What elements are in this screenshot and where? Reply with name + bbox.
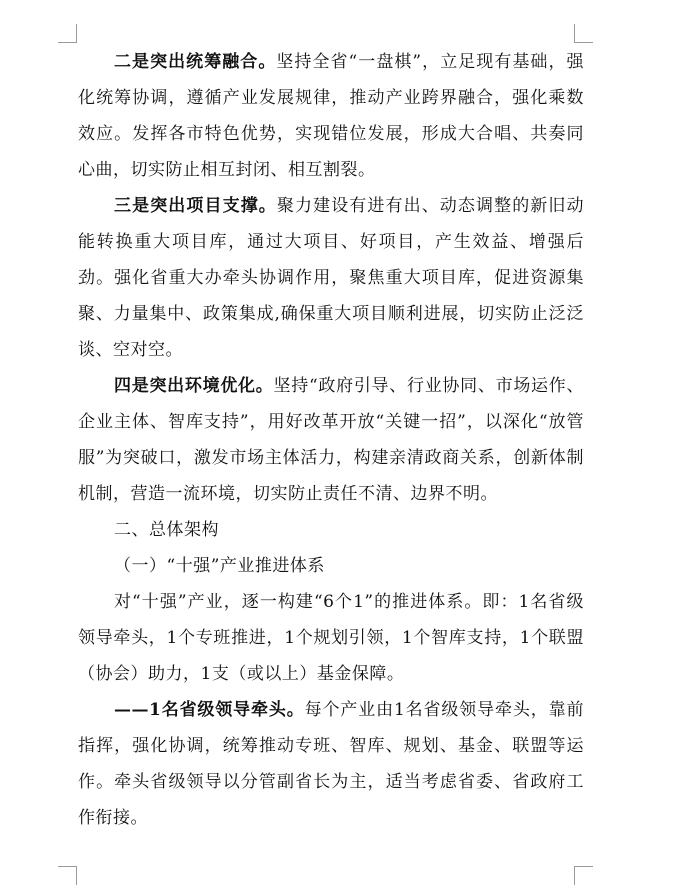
paragraph-lead: ——1名省级领导牵头。	[114, 700, 305, 720]
paragraph-lead: 二是突出统筹融合。	[114, 52, 277, 72]
document-page	[78, 44, 584, 836]
paragraph-body: 每个产业由1名省级领导牵头，靠前指挥，强化协调，统筹推动专班、智库、规划、基金、联盟等运作。牵头省级领导以分管副省长为主，适当考虑省委、省政府工作衔接。	[78, 700, 584, 828]
section-heading: 二、总体架构	[114, 520, 219, 540]
paragraph-project-support	[78, 188, 584, 368]
paragraph-provincial-leader	[78, 692, 584, 836]
crop-mark-bottom-right	[574, 866, 593, 885]
crop-mark-top-right	[574, 24, 593, 43]
crop-mark-bottom-left	[58, 866, 77, 885]
intro-paragraph: 对“十强”产业，逐一构建“6个1”的推进体系。即：1名省级领导牵头，1个专班推进，1个规划引领，1个智库支持，1个联盟（协会）助力，1支（或以上）基金保障。	[78, 592, 584, 684]
paragraph-lead: 三是突出项目支撑。	[114, 196, 277, 216]
paragraph-environment	[78, 368, 584, 512]
subsection-heading: （一）“十强”产业推进体系	[114, 556, 325, 576]
crop-mark-top-left	[58, 24, 77, 43]
paragraph-coordination	[78, 44, 584, 188]
paragraph-body: 坚持全省“一盘棋”，立足现有基础，强化统筹协调，遵循产业发展规律，推动产业跨界融合，强化乘数效应。发挥各市特色优势，实现错位发展，形成大合唱、共奏同心曲，切实防止相互封闭、相互割裂。	[78, 52, 584, 180]
paragraph-body: 坚持“政府引导、行业协同、市场运作、企业主体、智库支持”，用好改革开放“关键一招”，以深化“放管服”为突破口，激发市场主体活力，构建亲清政商关系，创新体制机制，营造一流环境，切实防止责任不清、边界不明。	[78, 376, 584, 504]
paragraph-lead: 四是突出环境优化。	[114, 376, 274, 396]
paragraph-body: 聚力建设有进有出、动态调整的新旧动能转换重大项目库，通过大项目、好项目，产生效益、增强后劲。强化省重大办牵头协调作用，聚焦重大项目库，促进资源集聚、力量集中、政策集成,确保重大项目顺利进展，切实防止泛泛谈、空对空。	[78, 196, 585, 360]
